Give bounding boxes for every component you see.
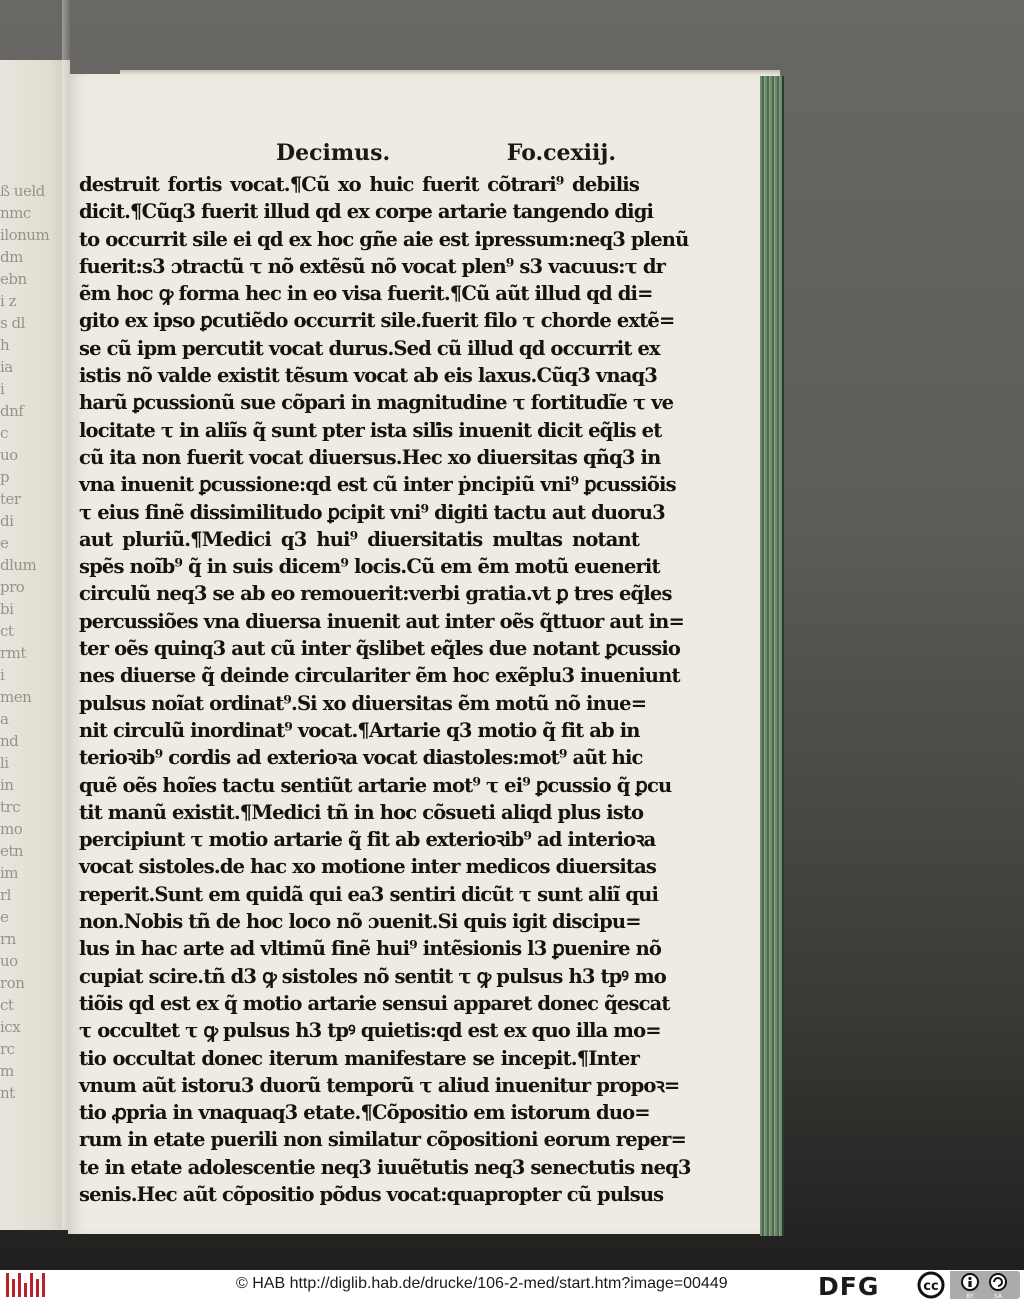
copyright-link[interactable]: © HAB http://diglib.hab.de/drucke/106-2-med/start.htm?image=00449 bbox=[236, 1275, 728, 1292]
folio-number: Fo.cexiij. bbox=[506, 140, 616, 166]
facing-page-line: nt bbox=[0, 1084, 15, 1102]
text-line: terioꝛib⁹ cordis ad exterioꝛa vocat diastoles:mot⁹ aũt hic bbox=[79, 746, 643, 770]
facing-page-line: uo bbox=[0, 952, 18, 970]
facing-page-line: di bbox=[0, 512, 14, 530]
facing-page-line: nd bbox=[0, 732, 19, 750]
text-line: locitate τ in aliĩs q̃ sunt pter ista siľis inuenit dicit eq̃lis et bbox=[79, 418, 662, 442]
text-line: harũ ꝑcussionũ sue cõpari in magnitudine τ fortitudĩe τ ve bbox=[79, 391, 674, 415]
text-line: reperit.Sunt em quidã qui ea3 sentiri dicũt τ sunt aliĩ qui bbox=[79, 882, 659, 906]
text-line: cupiat scire.tñ d3 ꝙ sistoles nõ sentit τ ꝙ pulsus h3 tpꝰ mo bbox=[79, 964, 666, 988]
text-line: vnum aũt istoru3 duorũ temporũ τ aliud inuenitur propoꝛ= bbox=[79, 1073, 680, 1097]
facing-page-line: etn bbox=[0, 842, 24, 860]
facing-page-line: icx bbox=[0, 1018, 21, 1036]
license-label-sa: SA bbox=[993, 1293, 1003, 1299]
text-line: spẽs noĩb⁹ q̃ in suis dicem⁹ locis.Cũ em ẽm motũ euenerit bbox=[79, 555, 660, 579]
facing-page-left bbox=[0, 60, 70, 1230]
text-line: istis nõ valde existit tẽsum vocat ab eis laxus.Cũq3 vnaq3 bbox=[79, 364, 657, 388]
facing-page-line: ct bbox=[0, 622, 14, 640]
facing-page-line: e bbox=[0, 534, 9, 552]
text-line: senis.Hec aũt cõpositio põdus vocat:quapropter cũ pulsus bbox=[79, 1182, 664, 1206]
facing-page-line: nmc bbox=[0, 204, 31, 222]
text-line: vocat sistoles.de hac xo motione inter medicos diuersitas bbox=[79, 855, 657, 879]
text-line: tio occultat donec iterum manifestare se incepit.¶Inter bbox=[79, 1046, 639, 1070]
facing-page-line: ß ueld bbox=[0, 182, 45, 200]
facing-page-line: rn bbox=[0, 930, 16, 948]
facing-page-line: dm bbox=[0, 248, 23, 266]
cc-license-icon[interactable] bbox=[912, 1271, 1020, 1299]
text-line: lus in hac arte ad vltimũ finẽ hui⁹ intẽsionis l3 ꝑuenire nõ bbox=[79, 937, 662, 961]
facing-page-line: a bbox=[0, 710, 9, 728]
text-line: to occurrit sile ei qd ex hoc gñe aie est ipressum:neq3 plenũ bbox=[79, 227, 689, 251]
hab-logo-icon[interactable] bbox=[6, 1273, 46, 1297]
facing-page-line: trc bbox=[0, 798, 21, 816]
svg-text:cc: cc bbox=[923, 1279, 939, 1294]
facing-page-line: dnf bbox=[0, 402, 24, 420]
facing-page-text bbox=[0, 180, 62, 1160]
text-line: nit circulũ inordinat⁹ vocat.¶Artarie q3 motio q̃ fit ab in bbox=[79, 718, 640, 742]
book-page bbox=[68, 74, 768, 1234]
facing-page-line: c bbox=[0, 424, 8, 442]
facing-page-line: ia bbox=[0, 358, 13, 376]
text-line: circulũ neq3 se ab eo remouerit:verbi gratia.vt ꝑ tres eq̃les bbox=[79, 582, 672, 606]
text-line: vna inuenit ꝑcussione:qd est cũ inter ṗncipiũ vni⁹ ꝑcussiõis bbox=[79, 473, 676, 497]
text-line: tiõis qd est ex q̃ motio artarie sensui apparet donec q̃escat bbox=[79, 991, 670, 1015]
facing-page-line: bi bbox=[0, 600, 14, 618]
facing-page-line: ebn bbox=[0, 270, 27, 288]
text-line: se cũ ipm percutit vocat durus.Sed cũ illud qd occurrit ex bbox=[79, 336, 660, 360]
text-line: pulsus noĩat ordinat⁹.Si xo diuersitas ẽm motũ nõ inue= bbox=[79, 691, 647, 715]
facing-page-line: i z bbox=[0, 292, 16, 310]
text-line: non.Nobis tñ de hoc loco nõ ɔuenit.Si quis igit discipu= bbox=[79, 910, 641, 934]
text-line: aut pluriũ.¶Medici q3 hui⁹ diuersitatis multas notant bbox=[79, 527, 639, 551]
text-line: rum in etate puerili non similatur cõpositioni eorum reper= bbox=[79, 1128, 687, 1152]
body-text bbox=[79, 171, 691, 1208]
facing-page-line: ron bbox=[0, 974, 25, 992]
page-block-edge bbox=[760, 76, 784, 1236]
text-line: τ eius finẽ dissimilitudo ꝑcipit vni⁹ digiti tactu aut duoru3 bbox=[79, 500, 665, 524]
facing-page-line: pro bbox=[0, 578, 25, 596]
facing-page-line: rc bbox=[0, 1040, 15, 1058]
footer-bar bbox=[0, 1270, 1024, 1300]
text-line: ter oẽs quinq3 aut cũ inter q̃slibet eq̃les due notant ꝑcussio bbox=[79, 637, 681, 661]
facing-page-line: dlum bbox=[0, 556, 37, 574]
facing-page-line: in bbox=[0, 776, 14, 794]
facing-page-line: uo bbox=[0, 446, 18, 464]
facing-page-line: e bbox=[0, 908, 9, 926]
text-line: dicit.¶Cũq3 fuerit illud qd ex corpe artarie tangendo digi bbox=[79, 200, 654, 224]
facing-page-line: men bbox=[0, 688, 32, 706]
facing-page-line: rmt bbox=[0, 644, 26, 662]
facing-page-line: ct bbox=[0, 996, 14, 1014]
text-line: ẽm hoc ꝙ forma hec in eo visa fuerit.¶Cũ aũt illud qd di= bbox=[79, 282, 653, 306]
facing-page-line: rl bbox=[0, 886, 11, 904]
text-line: tio ꝓpria in vnaquaq3 etate.¶Cõpositio em istorum duo= bbox=[79, 1101, 650, 1125]
text-line: cũ ita non fuerit vocat diuersus.Hec xo diuersitas qñq3 in bbox=[79, 445, 661, 469]
text-line: percipiunt τ motio artarie q̃ fit ab exterioꝛib⁹ ad interioꝛa bbox=[79, 828, 656, 852]
text-line: percussiões vna diuersa inuenit aut inter oẽs q̃ttuor aut in= bbox=[79, 609, 684, 633]
facing-page-line: i bbox=[0, 666, 5, 684]
text-line: nes diuerse q̃ deinde circulariter ẽm hoc exẽplu3 inueniunt bbox=[79, 664, 680, 688]
text-line: fuerit:s3 ɔtractũ τ nõ extẽsũ nõ vocat plen⁹ s3 vacuus:τ dr bbox=[79, 254, 666, 278]
license-label-by: BY bbox=[966, 1293, 974, 1299]
facing-page-line: s dl bbox=[0, 314, 25, 332]
facing-page-line: ter bbox=[0, 490, 21, 508]
text-line: τ occultet τ ꝙ pulsus h3 tpꝰ quietis:qd est ex quo illa mo= bbox=[79, 1019, 661, 1043]
running-head-title: Decimus. bbox=[276, 140, 391, 166]
facing-page-line: ilonum bbox=[0, 226, 50, 244]
facing-page-line: p bbox=[0, 468, 10, 486]
text-line: quẽ oẽs hoĩes tactu sentiũt artarie mot⁹ τ ei⁹ ꝑcussio q̃ ꝑcu bbox=[79, 773, 672, 797]
facing-page-line: mo bbox=[0, 820, 23, 838]
text-line: te in etate adolescentie neq3 iuuẽtutis neq3 senectutis neq3 bbox=[79, 1155, 691, 1179]
facing-page-line: h bbox=[0, 336, 10, 354]
facing-page-line: li bbox=[0, 754, 9, 772]
text-line: destruit fortis vocat.¶Cũ xo huic fuerit cõtrari⁹ debilis bbox=[79, 173, 639, 196]
dfg-logo-icon[interactable]: DFG bbox=[818, 1272, 880, 1300]
facing-page-line: im bbox=[0, 864, 19, 882]
running-head bbox=[276, 140, 616, 172]
facing-page-line: i bbox=[0, 380, 5, 398]
facing-page-line: m bbox=[0, 1062, 14, 1080]
text-line: gito ex ipso ꝑcutiẽdo occurrit sile.fuerit filo τ chorde extẽ= bbox=[79, 309, 675, 333]
text-line: tit manũ existit.¶Medici tñ in hoc cõsueti aliqd plus isto bbox=[79, 800, 644, 824]
